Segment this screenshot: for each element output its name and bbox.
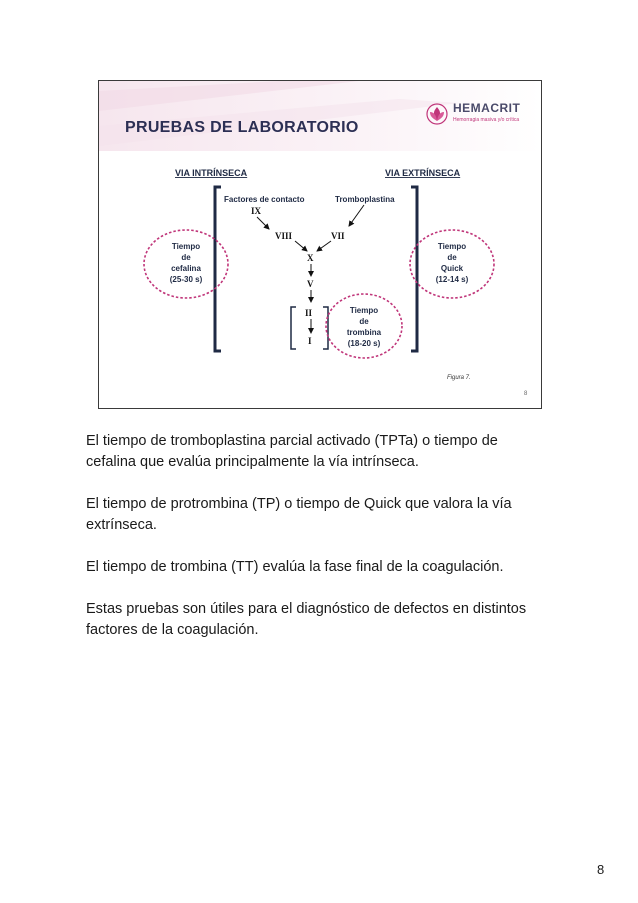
- inner-left-bracket: [291, 307, 296, 349]
- slide-figure: [98, 80, 542, 409]
- factor-vii: VII: [331, 231, 345, 241]
- via-extrinseca-label: VIA EXTRÍNSECA: [385, 168, 461, 178]
- page-number: 8: [597, 862, 605, 877]
- cefalina-line-3: cefalina: [171, 264, 201, 273]
- factor-v: V: [307, 279, 314, 289]
- quick-line-4: (12-14 s): [435, 275, 469, 284]
- factores-contacto-label: Factores de contacto: [224, 195, 305, 204]
- paragraph-tt: [86, 557, 546, 578]
- trombina-line-3: trombina: [346, 328, 382, 337]
- factor-viii: VIII: [275, 231, 293, 241]
- arrow-viii-x: [295, 241, 307, 251]
- arrow-vii-x: [317, 241, 331, 251]
- arrow-ix-viii: [257, 217, 269, 229]
- trombina-line-1: Tiempo: [349, 306, 379, 315]
- paragraph-utility: [86, 599, 546, 641]
- paragraph-line: factores de la coagulación.: [86, 622, 259, 638]
- right-bracket: [411, 187, 417, 351]
- cefalina-line-4: (25-30 s): [169, 275, 203, 284]
- trombina-line-4: (18-20 s): [347, 339, 381, 348]
- paragraph-line: cefalina que evalúa principalmente la vía intrínseca.: [86, 454, 419, 470]
- trombina-line-2: de: [359, 317, 369, 326]
- quick-line-3: Quick: [440, 264, 464, 273]
- cefalina-line-1: Tiempo: [171, 242, 201, 251]
- trombina-circle: [326, 294, 402, 358]
- factor-x: X: [307, 253, 314, 263]
- paragraph-line: Estas pruebas son útiles para el diagnóstico de defectos en distintos: [86, 601, 527, 617]
- slide-title: PRUEBAS DE LABORATORIO: [125, 119, 359, 136]
- factor-ii: II: [305, 308, 313, 318]
- tromboplastina-label: Tromboplastina: [335, 195, 395, 204]
- slide-number: 8: [524, 391, 528, 397]
- paragraph-tpta: [86, 431, 546, 473]
- paragraph-line: El tiempo de tromboplastina parcial activado (TPTa) o tiempo de: [86, 433, 498, 449]
- paragraph-line: extrínseca.: [86, 517, 157, 533]
- arrow-tromboplastina-vii: [349, 205, 364, 226]
- factor-i: I: [308, 336, 312, 346]
- coagulation-cascade-diagram: [99, 81, 541, 408]
- factor-ix: IX: [251, 206, 262, 216]
- paragraph-tp: [86, 494, 546, 536]
- logo-tagline: Hemorragia masiva y/o crítica: [453, 117, 520, 123]
- logo-name: HEMACRIT: [453, 101, 521, 115]
- left-bracket: [215, 187, 221, 351]
- via-intrinseca-label: VIA INTRÍNSECA: [175, 168, 248, 178]
- quick-line-1: Tiempo: [437, 242, 467, 251]
- paragraph-line: El tiempo de trombina (TT) evalúa la fase final de la coagulación.: [86, 559, 504, 575]
- quick-line-2: de: [447, 253, 457, 262]
- inner-right-bracket: [323, 307, 328, 349]
- cefalina-line-2: de: [181, 253, 191, 262]
- paragraph-line: El tiempo de protrombina (TP) o tiempo de Quick que valora la vía: [86, 496, 512, 512]
- figure-caption: Figura 7.: [447, 375, 471, 381]
